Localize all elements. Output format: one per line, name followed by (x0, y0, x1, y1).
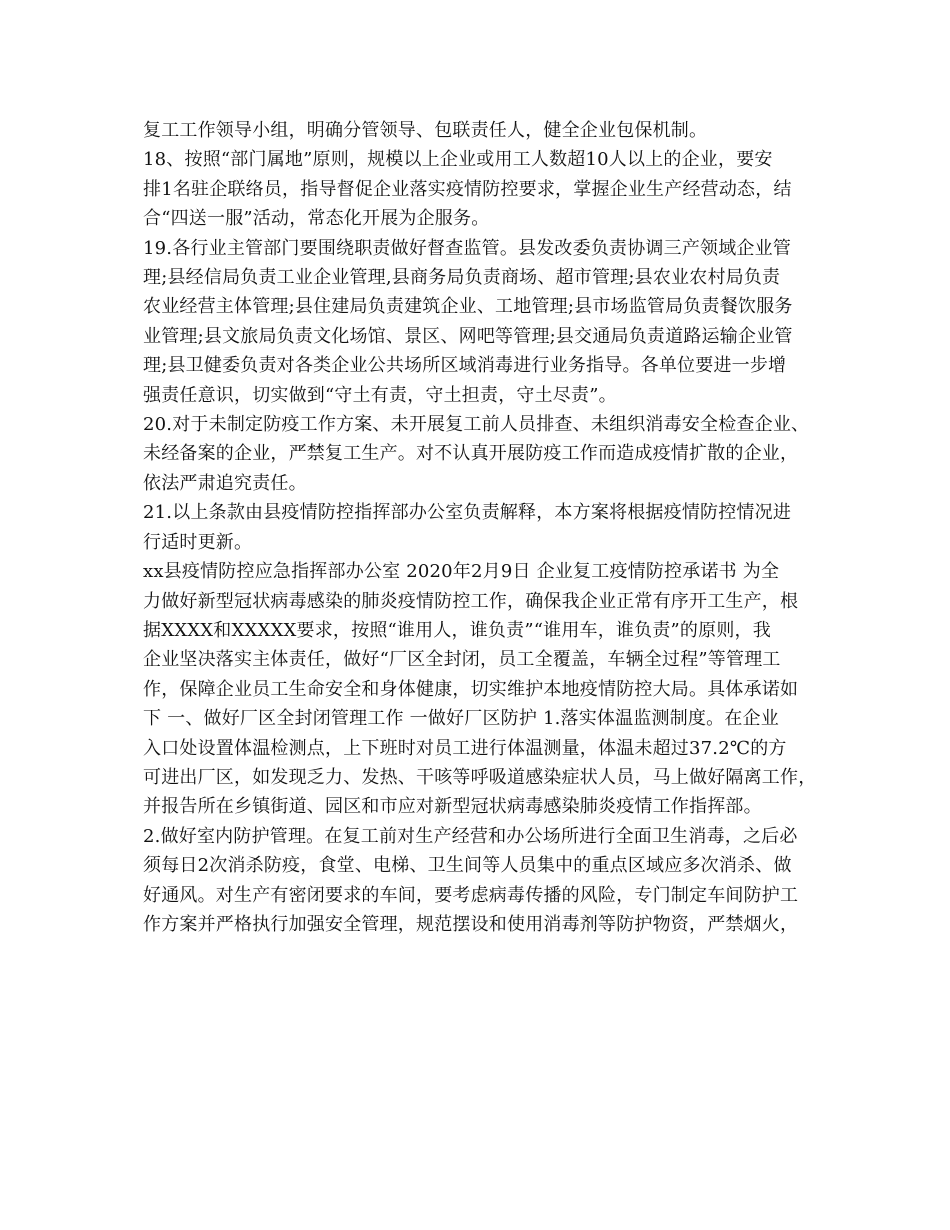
text-line: 须每日2次消杀防疫，食堂、电梯、卫生间等人员集中的重点区域应多次消杀、做 (143, 855, 792, 877)
text-line: 18、按照“部门属地”原则，规模以上企业或用工人数超10人以上的企业，要安 (143, 149, 773, 171)
text-line: 下 一、做好厂区全封闭管理工作 一做好厂区防护 1.落实体温监测制度。在企业 (143, 708, 779, 730)
text-line: 未经备案的企业，严禁复工生产。对不认真开展防疫工作而造成疫情扩散的企业， (143, 443, 799, 465)
text-line: 农业经营主体管理;县住建局负责建筑企业、工地管理;县市场监管局负责餐饮服务 (143, 296, 793, 318)
text-line: 业管理;县文旅局负责文化场馆、景区、网吧等管理;县交通局负责道路运输企业管 (143, 325, 793, 347)
text-line: 并报告所在乡镇街道、园区和市应对新型冠状病毒感染肺炎疫情工作指挥部。 (143, 796, 762, 818)
text-line: 强责任意识，切实做到“守土有责，守土担责，守土尽责”。 (143, 384, 617, 406)
text-line: 20.对于未制定防疫工作方案、未开展复工前人员排查、未组织消毒安全检查企业、 (143, 414, 810, 436)
text-line: 作方案并严格执行加强安全管理，规范摆设和使用消毒剂等防护物资，严禁烟火， (143, 913, 799, 935)
document-body (143, 116, 823, 939)
text-line: 作，保障企业员工生命安全和身体健康，切实维护本地疫情防控大局。具体承诺如 (143, 678, 799, 700)
text-line: 19.各行业主管部门要围绕职责做好督查监管。县发改委负责协调三产领域企业管 (143, 237, 792, 259)
text-line: 排1名驻企联络员，指导督促企业落实疫情防控要求，掌握企业生产经营动态，结 (143, 178, 792, 200)
text-line: 合“四送一服”活动，常态化开展为企服务。 (143, 208, 490, 230)
text-line: 行适时更新。 (143, 531, 253, 553)
text-line: 力做好新型冠状病毒感染的肺炎疫情防控工作，确保我企业正常有序开工生产，根 (143, 590, 799, 612)
text-line: 好通风。对生产有密闭要求的车间，要考虑病毒传播的风险，专门制定车间防护工 (143, 884, 799, 906)
text-line: 2.做好室内防护管理。在复工前对生产经营和办公场所进行全面卫生消毒，之后必 (143, 825, 798, 847)
text-line: 理;县经信局负责工业企业管理,县商务局负责商场、超市管理;县农业农村局负责 (143, 267, 781, 289)
text-line: 企业坚决落实主体责任，做好“厂区全封闭，员工全覆盖，车辆全过程”等管理工 (143, 649, 781, 671)
text-line: 复工工作领导小组，明确分管领导、包联责任人，健全企业包保机制。 (143, 120, 708, 141)
text-line: xx县疫情防控应急指挥部办公室 2020年2月9日 企业复工疫情防控承诺书 为全 (143, 561, 780, 583)
text-line: 依法严肃追究责任。 (143, 472, 307, 494)
text-line: 理;县卫健委负责对各类企业公共场所区域消毒进行业务指导。各单位要进一步增 (143, 355, 787, 377)
text-line: 可进出厂区，如发现乏力、发热、干咳等呼吸道感染症状人员，马上做好隔离工作， (143, 766, 817, 788)
text-line: 21.以上条款由县疫情防控指挥部办公室负责解释，本方案将根据疫情防控情况进 (143, 502, 792, 524)
text-line: 入口处设置体温检测点，上下班时对员工进行体温测量，体温未超过37.2℃的方 (143, 737, 787, 759)
text-line: 据XXXX和XXXXX要求，按照“谁用人，谁负责”“谁用车，谁负责”的原则，我 (143, 619, 771, 641)
